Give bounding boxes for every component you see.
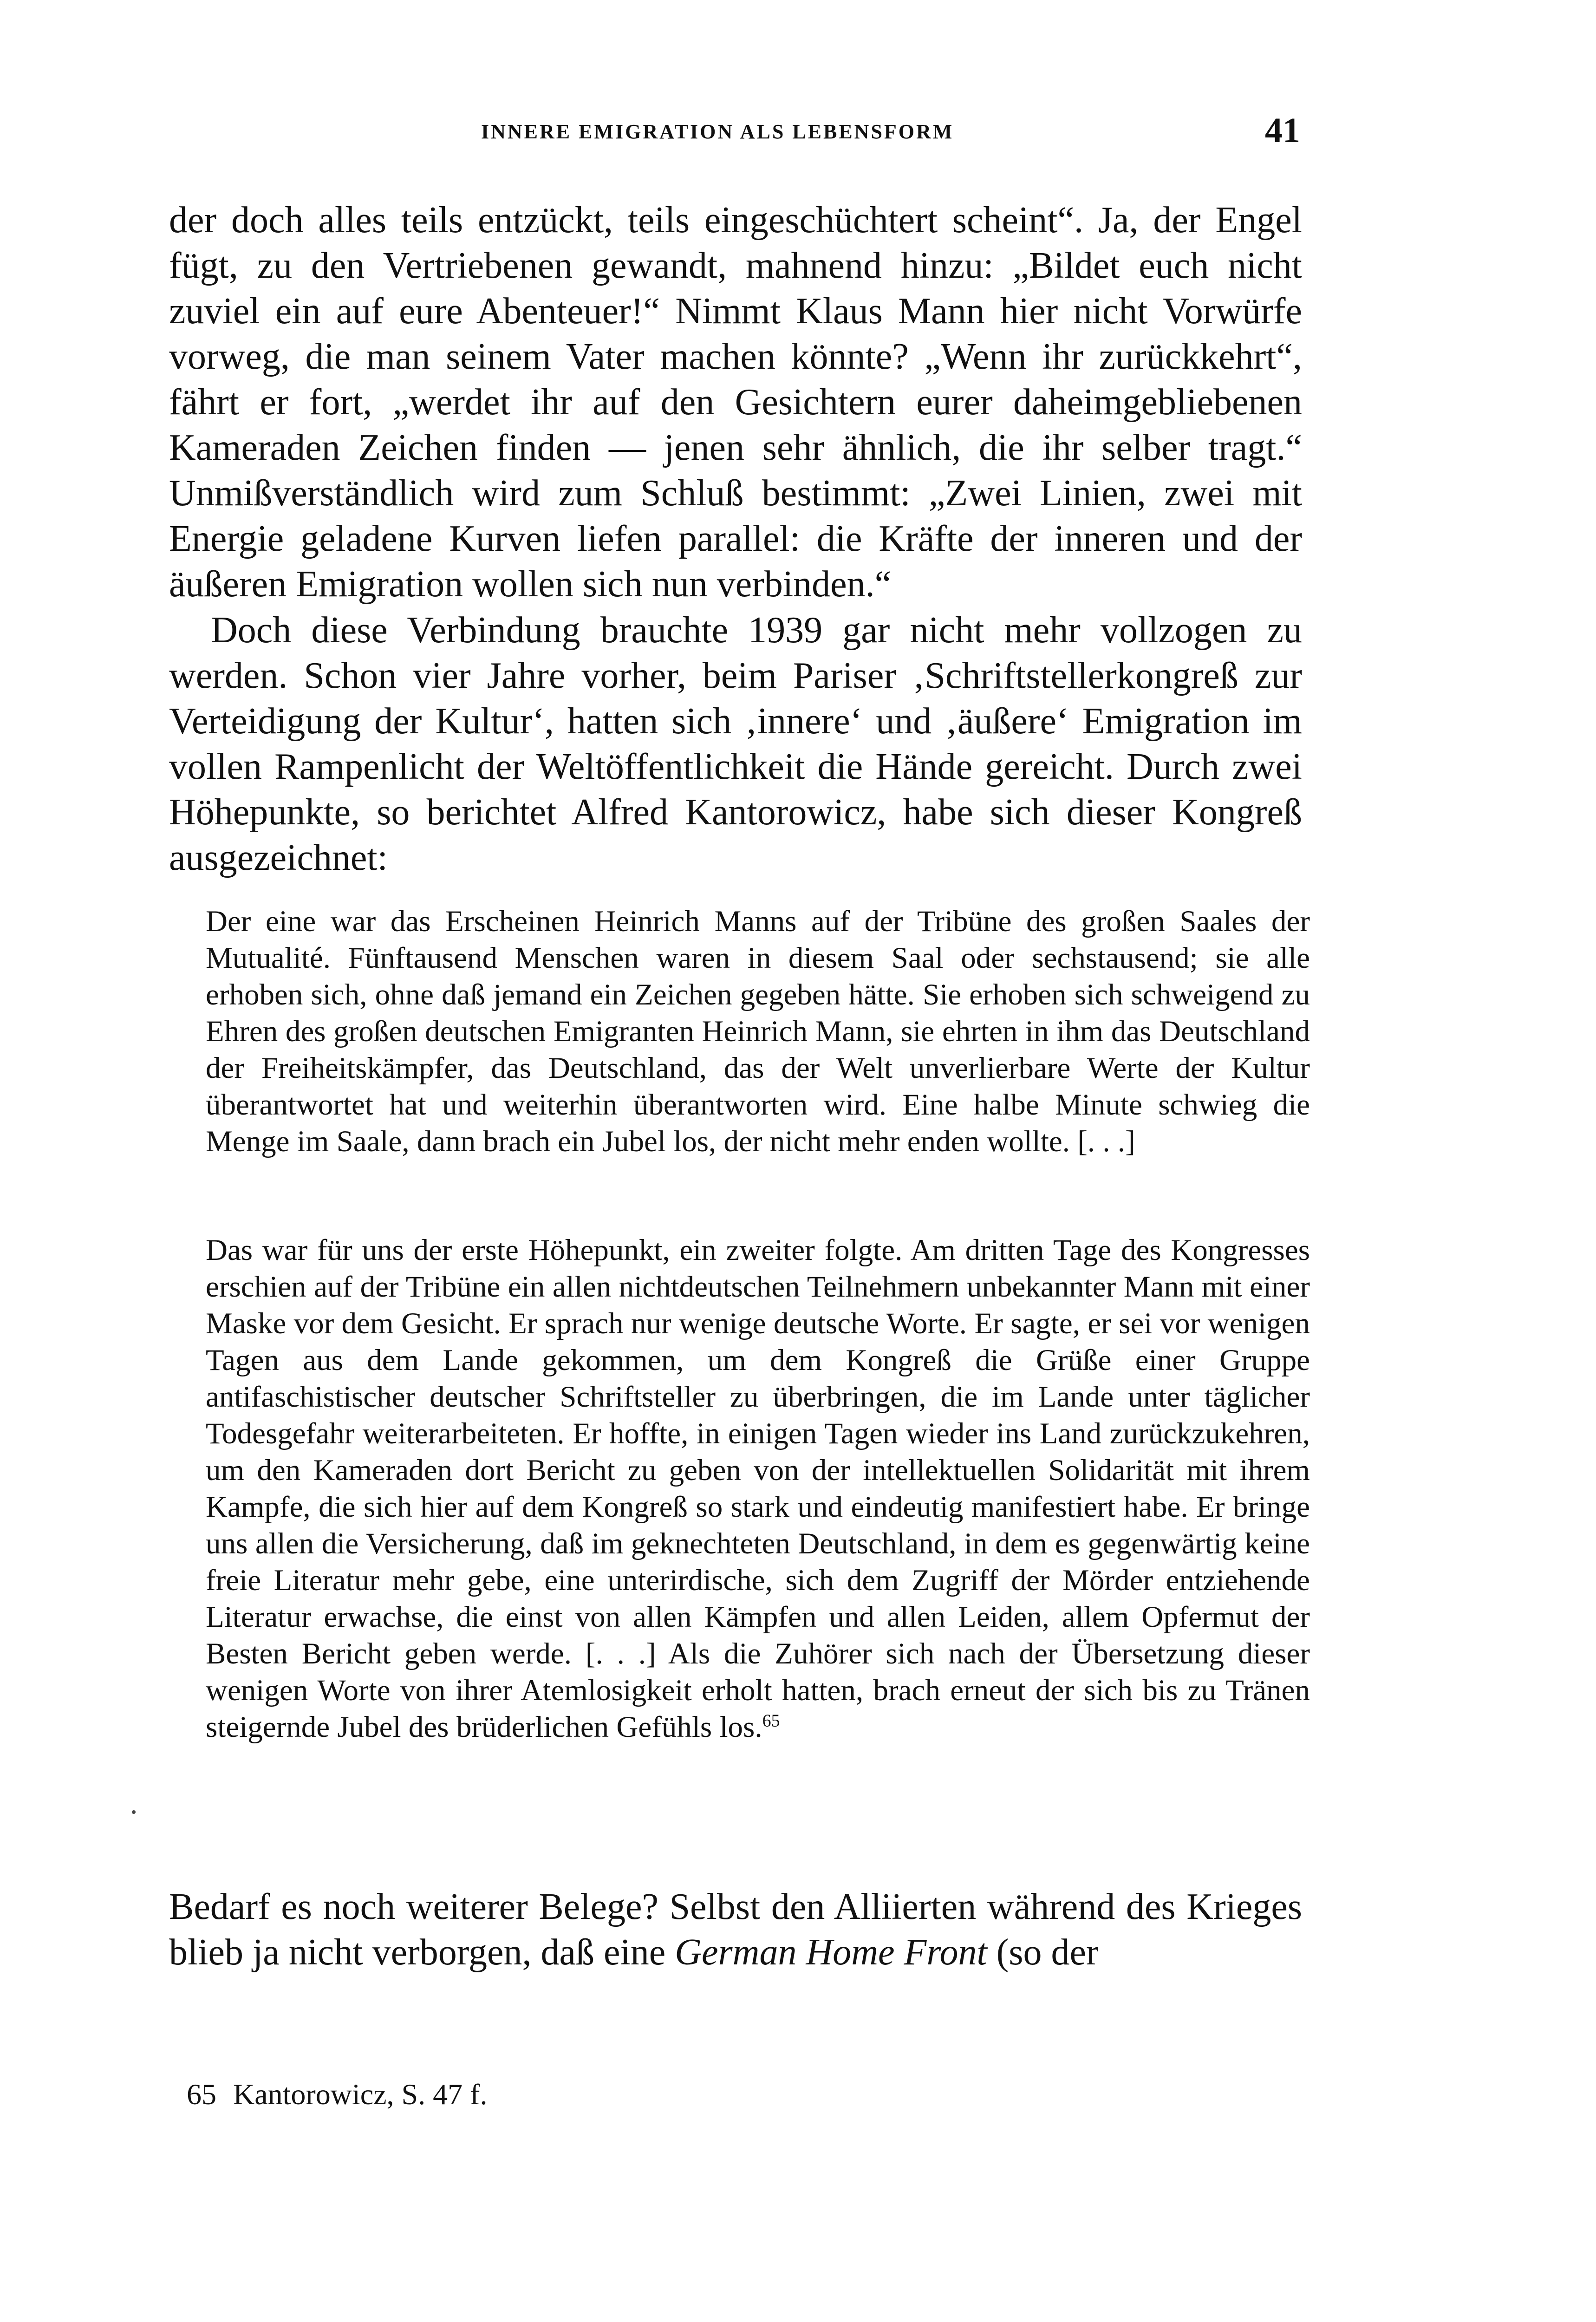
italic-term: German Home Front (675, 1932, 987, 1973)
block-quote-2 (206, 1232, 1310, 1746)
scan-speck (132, 1810, 136, 1814)
footnote-number: 65 (187, 2078, 216, 2111)
paragraph-3-start: Bedarf es noch weiterer Belege? Selbst den Alliierten während des Krieges blieb ja nicht verborgen, daß eine (169, 1886, 1302, 1973)
paragraph-2: Doch diese Verbindung brauchte 1939 gar nicht mehr vollzogen zu werden. Schon vier Jahre vorher, beim Pariser ‚Schriftstellerkongreß zur Verteidigung der Kultur‘, hatten sich ‚innere‘ und ‚äußere‘ Emigration im vollen Rampenlicht der Weltöffentlichkeit die Hände gereicht. Durch zwei Höhepunkte, so berichtet Alfred Kantorowicz, habe sich dieser Kongreß ausgezeichnet: (169, 610, 1302, 878)
footnote (187, 2076, 487, 2113)
paragraph-3-end: (so der (987, 1932, 1099, 1973)
block-quote-2-text: Das war für uns der erste Höhepunkt, ein zweiter folgte. Am dritten Tage des Kongresses erschien auf der Tribüne ein allen nichtdeutschen Teilnehmern unbekannter Mann mit einer Maske vor dem Gesicht. Er sprach nur wenige deutsche Worte. Er sagte, er sei vor wenigen Tagen aus dem Lande gekommen, um dem Kongreß die Grüße einer Gruppe antifaschistischer deutscher Schriftsteller zu überbringen, die im Lande unter täglicher Todesgefahr weiterarbeiteten. Er hoffte, in einigen Tagen wieder ins Land zurückzukehren, um den Kameraden dort Bericht zu geben von der intellektuellen Solidarität mit ihrem Kampfe, die sich hier auf dem Kongreß so stark und eindeutig manifestiert habe. Er bringe uns allen die Versicherung, daß im geknechteten Deutschland, in dem es gegenwärtig keine freie Literatur mehr gebe, eine unterirdische, sich dem Zugriff der Mörder entziehende Literatur erwachse, die einst von allen Kämpfen und allen Leiden, allem Opfermut der Besten Bericht geben werde. [. . .] Als die Zuhörer sich nach der Übersetzung dieser wenigen Worte von ihrer Atemlosigkeit erholt hatten, brach erneut der sich bis zu Tränen steigernde Jubel des brüderlichen Gefühls los. (206, 1233, 1310, 1744)
footnote-reference: 65 (762, 1711, 780, 1731)
paragraph-1: der doch alles teils entzückt, teils eingeschüchtert scheint“. Ja, der Engel fügt, zu den Vertriebenen gewandt, mahnend hinzu: „Bildet euch nicht zuviel ein auf eure Abenteuer!“ Nimmt Klaus Mann hier nicht Vorwürfe vorweg, die man seinem Vater machen könnte? „Wenn ihr zurückkehrt“, fährt er fort, „werdet ihr auf den Gesichtern eurer daheimgebliebenen Kameraden Zeichen finden — jenen sehr ähnlich, die ihr selber tragt.“ Unmißverständlich wird zum Schluß bestimmt: „Zwei Linien, zwei mit Energie geladene Kurven liefen parallel: die Kräfte der inneren und der äußeren Emigration wollen sich nun verbinden.“ (169, 200, 1302, 605)
footnote-text: Kantorowicz, S. 47 f. (233, 2078, 488, 2111)
page-number: 41 (1265, 111, 1300, 150)
running-title: INNERE EMIGRATION ALS LEBENSFORM (481, 120, 954, 143)
paragraph-3 (169, 1884, 1302, 1975)
block-quote-1: Der eine war das Erscheinen Heinrich Manns auf der Tribüne des großen Saales der Mutualité. Fünftausend Menschen waren in diesem Saal oder sechstausend; sie alle erhoben sich, ohne daß jemand ein Zeichen gegeben hätte. Sie erhoben sich schweigend zu Ehren des großen deutschen Emigranten Heinrich Mann, sie ehrten in ihm das Deutschland der Freiheitskämpfer, das Deutschland, das der Welt unverlierbare Werte der Kultur überantwortet hat und weiterhin überantworten wird. Eine halbe Minute schwieg die Menge im Saale, dann brach ein Jubel los, der nicht mehr enden wollte. [. . .] (206, 905, 1310, 1158)
